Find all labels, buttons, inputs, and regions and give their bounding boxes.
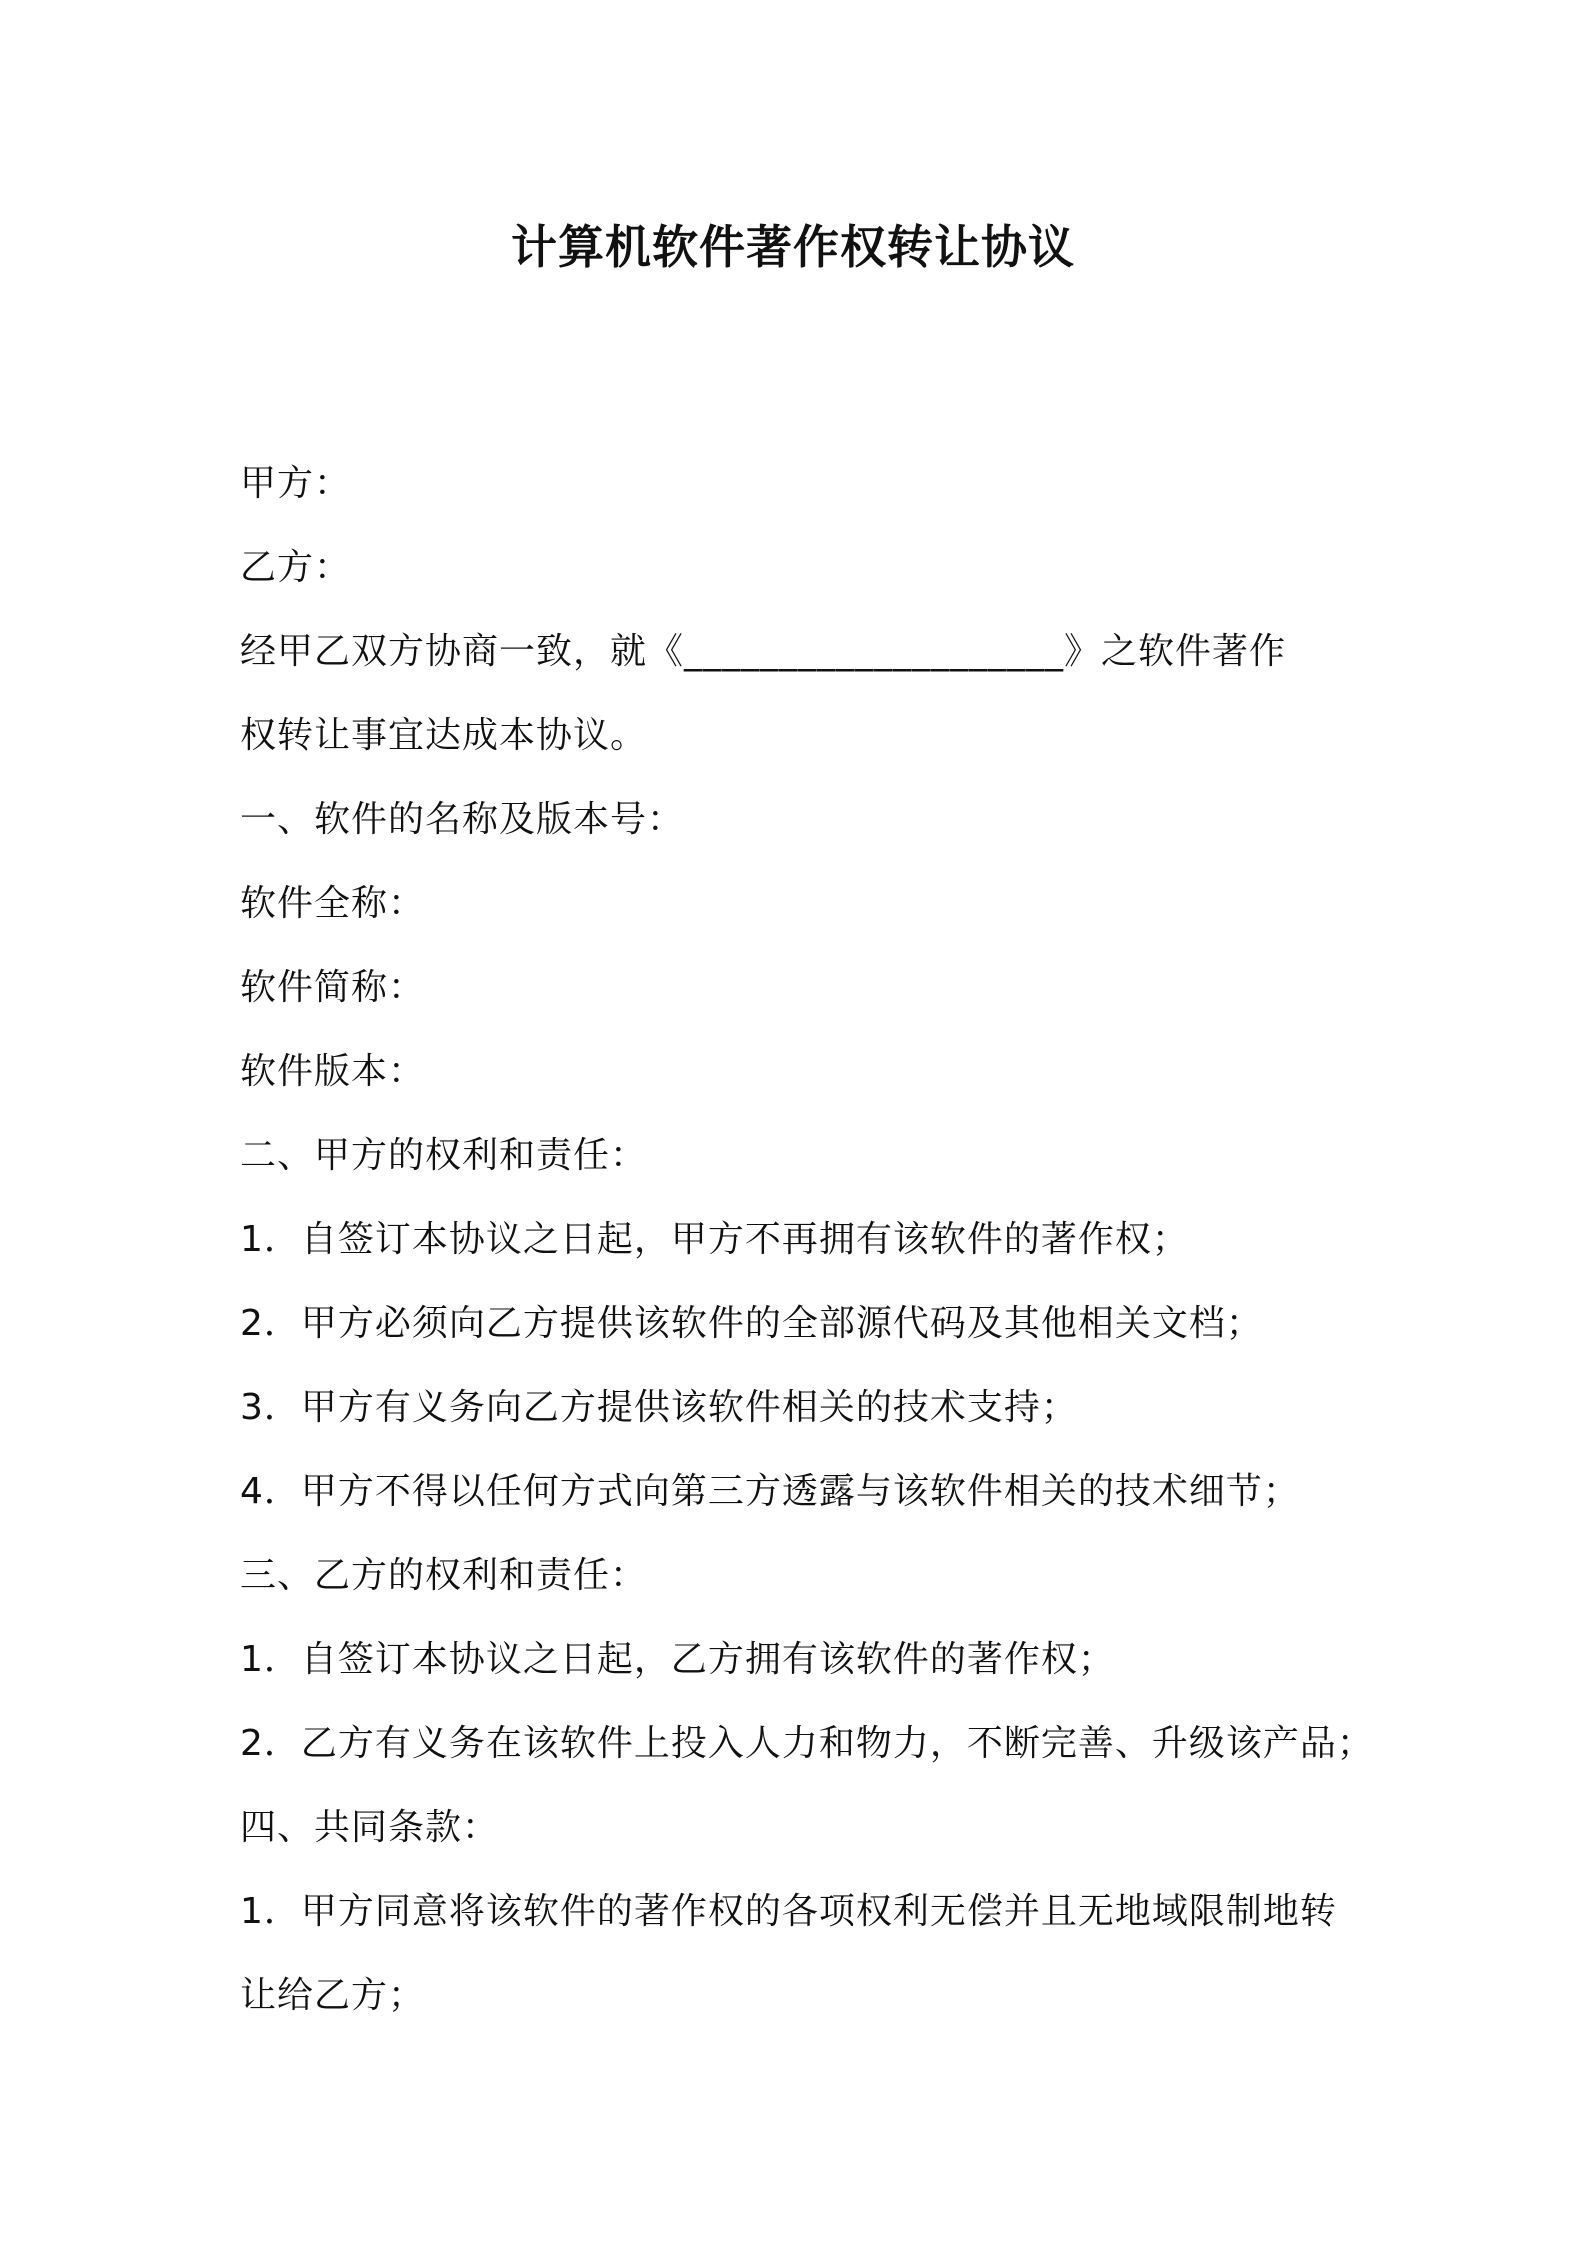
section-3-heading: 三、乙方的权利和责任： [240,1555,648,1596]
party-a-line: 甲方： [240,463,352,504]
section-4-item-1-line-1: 1．甲方同意将该软件的著作权的各项权利无偿并且无地域限制地转 [240,1891,1337,1932]
party-b-line: 乙方： [240,547,352,588]
section-4-heading: 四、共同条款： [240,1807,500,1848]
section-2-item-1: 1．自签订本协议之日起，甲方不再拥有该软件的著作权； [240,1219,1189,1260]
document-body [240,442,1374,2038]
section-2-item-3: 3．甲方有义务向乙方提供该软件相关的技术支持； [240,1387,1078,1428]
section-3-item-1: 1．自签订本协议之日起，乙方拥有该软件的著作权； [240,1639,1115,1680]
section-2-heading: 二、甲方的权利和责任： [240,1135,648,1176]
software-full-name-line: 软件全称： [240,883,426,924]
preamble-line-1: 经甲乙双方协商一致，就《____________________》之软件著作 [240,631,1287,672]
section-2-item-2: 2．甲方必须向乙方提供该软件的全部源代码及其他相关文档； [240,1303,1263,1344]
preamble-line-2: 权转让事宜达成本协议。 [240,715,648,756]
software-short-name-line: 软件简称： [240,967,426,1008]
software-version-line: 软件版本： [240,1051,426,1092]
section-2-item-4: 4．甲方不得以任何方式向第三方透露与该软件相关的技术细节； [240,1471,1300,1512]
section-3-item-2: 2．乙方有义务在该软件上投入人力和物力，不断完善、升级该产品； [240,1723,1374,1764]
section-1-heading: 一、软件的名称及版本号： [240,799,685,840]
document-title: 计算机软件著作权转让协议 [511,220,1075,274]
section-4-item-1-line-2: 让给乙方； [240,1975,426,2016]
